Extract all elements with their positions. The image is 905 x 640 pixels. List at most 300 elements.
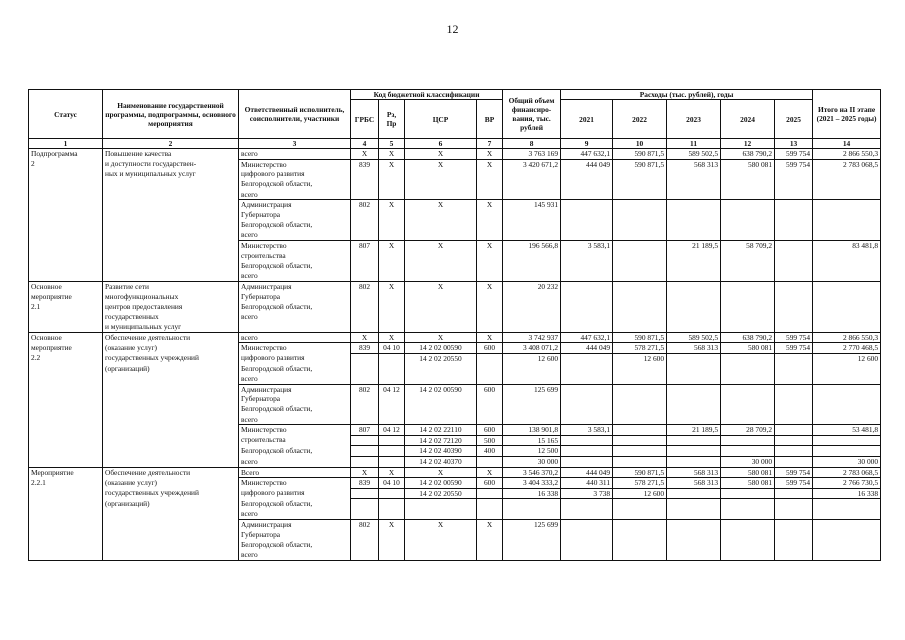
cell-name: и муниципальных услуг [103,322,239,332]
cell-2023 [667,271,721,281]
cell-rz: Х [379,200,405,210]
cell-status [29,540,103,550]
cell-rz [379,530,405,540]
cell-2025: 599 754 [775,478,813,489]
cell-rz [379,540,405,550]
cell-name [103,190,239,200]
cell-vr [477,374,503,384]
cell-total [503,550,561,560]
cell-name [103,241,239,251]
cell-status [29,261,103,271]
cell-status [29,210,103,220]
cell-executor: всего [239,190,351,200]
cell-csr: Х [405,241,477,251]
cell-2022: 590 871,5 [613,159,667,169]
cell-csr: 14 2 02 20550 [405,353,477,363]
cell-2025 [775,435,813,446]
cell-status: Подпрограмма [29,149,103,160]
cell-name [103,220,239,230]
col-number: 10 [613,139,667,149]
cell-vr: Х [477,281,503,291]
cell-csr [405,322,477,332]
cell-2022 [613,200,667,210]
cell-2021 [561,499,613,509]
cell-name [103,394,239,404]
table-row [29,230,881,240]
cell-grbs: 807 [351,425,379,436]
cell-rz: 04 12 [379,425,405,436]
cell-total [503,312,561,322]
cell-status [29,425,103,436]
cell-total: 20 232 [503,281,561,291]
cell-grbs: Х [351,332,379,343]
cell-status [29,457,103,468]
cell-status [29,169,103,179]
cell-csr: Х [405,467,477,478]
cell-executor: всего [239,271,351,281]
cell-name: многофункциональных [103,292,239,302]
cell-csr [405,404,477,414]
cell-2021 [561,200,613,210]
cell-vr [477,169,503,179]
cell-2024 [721,312,775,322]
cell-2022: 578 271,5 [613,478,667,489]
cell-total [503,364,561,374]
cell-2021: 440 311 [561,478,613,489]
cell-2025 [775,457,813,468]
cell-stage-total [813,281,881,291]
cell-executor: Белгородской области, [239,499,351,509]
cell-rz [379,457,405,468]
cell-status: Мероприятие [29,467,103,478]
cell-2025 [775,394,813,404]
cell-2024 [721,435,775,446]
table-row [29,499,881,509]
cell-executor: всего [239,415,351,425]
cell-2022 [613,415,667,425]
cell-2023 [667,251,721,261]
cell-executor: цифрового развития [239,353,351,363]
cell-executor: Министерство [239,241,351,251]
cell-vr [477,364,503,374]
cell-name [103,261,239,271]
cell-name: Повышение качества [103,149,239,160]
table-row [29,159,881,169]
cell-stage-total [813,169,881,179]
cell-vr: Х [477,159,503,169]
cell-executor: всего [239,332,351,343]
cell-name: центров предоставления [103,302,239,312]
cell-2024: 580 081 [721,343,775,354]
cell-name: государственных [103,312,239,322]
cell-rz: Х [379,149,405,160]
cell-executor: Всего [239,467,351,478]
cell-rz [379,179,405,189]
cell-2025 [775,404,813,414]
cell-executor: всего [239,374,351,384]
cell-2021 [561,281,613,291]
table-row [29,200,881,210]
cell-2025 [775,446,813,457]
cell-2022 [613,261,667,271]
cell-2025 [775,220,813,230]
cell-stage-total: 2 770 468,5 [813,343,881,354]
cell-grbs [351,435,379,446]
cell-2024 [721,230,775,240]
cell-stage-total [813,322,881,332]
cell-vr [477,190,503,200]
cell-name: (организаций) [103,364,239,374]
cell-2022 [613,446,667,457]
cell-total [503,322,561,332]
cell-stage-total [813,415,881,425]
cell-2021: 3 583,1 [561,425,613,436]
cell-name: (организаций) [103,499,239,509]
cell-total [503,499,561,509]
cell-csr [405,394,477,404]
cell-grbs [351,509,379,519]
cell-executor: всего [239,509,351,519]
cell-grbs [351,210,379,220]
header-executor: Ответственный исполнитель, соисполнители, участники [239,90,351,139]
cell-name: Обеспечение деятельности [103,332,239,343]
table-row [29,261,881,271]
table-row [29,488,881,499]
cell-2025 [775,530,813,540]
cell-executor: Администрация [239,281,351,291]
cell-vr [477,415,503,425]
cell-rz [379,169,405,179]
cell-total: 3 420 671,2 [503,159,561,169]
cell-2021 [561,322,613,332]
cell-rz: 04 10 [379,478,405,489]
cell-executor: всего [239,457,351,468]
cell-name: ных и муниципальных услуг [103,169,239,179]
cell-rz: Х [379,467,405,478]
cell-grbs [351,220,379,230]
cell-2022: 12 600 [613,488,667,499]
cell-2023 [667,261,721,271]
cell-csr: 14 2 02 22110 [405,425,477,436]
cell-stage-total [813,292,881,302]
table-row [29,394,881,404]
col-number: 12 [721,139,775,149]
cell-2021 [561,446,613,457]
cell-csr: Х [405,149,477,160]
cell-2025: 599 754 [775,159,813,169]
cell-rz [379,415,405,425]
cell-status [29,364,103,374]
cell-total: 30 000 [503,457,561,468]
cell-2025 [775,230,813,240]
table-row [29,292,881,302]
table-row [29,169,881,179]
cell-rz [379,509,405,519]
cell-2022 [613,312,667,322]
cell-status [29,179,103,189]
cell-status [29,415,103,425]
cell-total [503,210,561,220]
cell-name [103,457,239,468]
cell-2025 [775,271,813,281]
cell-2024: 638 790,2 [721,332,775,343]
cell-2024 [721,302,775,312]
cell-total: 15 165 [503,435,561,446]
cell-2023 [667,499,721,509]
cell-2023 [667,364,721,374]
cell-rz: Х [379,159,405,169]
cell-executor: Белгородской области, [239,540,351,550]
cell-status [29,251,103,261]
cell-2021 [561,190,613,200]
cell-2024 [721,292,775,302]
cell-total: 3 404 333,2 [503,478,561,489]
header-2021: 2021 [561,100,613,139]
cell-total: 3 742 937 [503,332,561,343]
cell-stage-total [813,364,881,374]
cell-vr [477,322,503,332]
cell-2022 [613,499,667,509]
cell-name: (оказание услуг) [103,478,239,489]
cell-2023 [667,374,721,384]
cell-executor: Администрация [239,200,351,210]
cell-total [503,230,561,240]
cell-stage-total [813,190,881,200]
cell-total [503,190,561,200]
cell-2022 [613,509,667,519]
cell-stage-total: 83 481,8 [813,241,881,251]
cell-total: 196 566,8 [503,241,561,251]
cell-csr: 14 2 02 00590 [405,343,477,354]
cell-status [29,312,103,322]
cell-stage-total [813,446,881,457]
cell-executor: Белгородской области, [239,261,351,271]
cell-2025 [775,292,813,302]
table-row [29,467,881,478]
cell-vr [477,312,503,322]
header-2024: 2024 [721,100,775,139]
cell-2021 [561,220,613,230]
cell-vr [477,251,503,261]
cell-total [503,271,561,281]
cell-status: 2.2.1 [29,478,103,489]
cell-vr: Х [477,332,503,343]
cell-stage-total [813,210,881,220]
cell-executor: Министерство [239,343,351,354]
cell-name [103,435,239,446]
cell-grbs [351,499,379,509]
cell-csr [405,364,477,374]
cell-2025 [775,415,813,425]
cell-stage-total: 16 338 [813,488,881,499]
cell-2021 [561,230,613,240]
cell-2024 [721,261,775,271]
cell-vr: Х [477,467,503,478]
cell-status [29,394,103,404]
cell-vr [477,540,503,550]
cell-stage-total [813,435,881,446]
cell-grbs: Х [351,467,379,478]
cell-csr [405,499,477,509]
cell-rz [379,230,405,240]
col-number: 11 [667,139,721,149]
col-number: 14 [813,139,881,149]
cell-vr [477,179,503,189]
cell-2024 [721,190,775,200]
cell-stage-total [813,271,881,281]
cell-2021 [561,435,613,446]
table-row [29,281,881,291]
cell-2022 [613,404,667,414]
col-number: 7 [477,139,503,149]
cell-status: 2.1 [29,302,103,312]
budget-table [28,89,881,561]
cell-vr: Х [477,200,503,210]
cell-grbs [351,488,379,499]
cell-vr [477,488,503,499]
cell-total: 145 931 [503,200,561,210]
cell-2022 [613,550,667,560]
cell-2024 [721,169,775,179]
cell-2021 [561,169,613,179]
cell-2021 [561,457,613,468]
header-2022: 2022 [613,100,667,139]
cell-vr [477,499,503,509]
cell-2021: 3 738 [561,488,613,499]
cell-stage-total: 2 866 550,3 [813,149,881,160]
cell-csr: 14 2 02 72120 [405,435,477,446]
cell-csr: Х [405,519,477,529]
cell-2024 [721,251,775,261]
cell-name [103,519,239,529]
cell-executor: цифрового развития [239,488,351,499]
header-grbs: ГРБС [351,100,379,139]
cell-status [29,530,103,540]
cell-2025 [775,281,813,291]
cell-vr [477,509,503,519]
cell-grbs: 802 [351,200,379,210]
cell-executor: Белгородской области, [239,364,351,374]
cell-2022: 12 600 [613,353,667,363]
table-row [29,241,881,251]
cell-2025 [775,519,813,529]
cell-rz [379,271,405,281]
cell-rz [379,312,405,322]
cell-name [103,530,239,540]
cell-csr [405,251,477,261]
cell-status [29,488,103,499]
header-status: Статус [29,90,103,139]
cell-2022: 590 871,5 [613,149,667,160]
col-number: 5 [379,139,405,149]
cell-name [103,210,239,220]
cell-name [103,271,239,281]
cell-name [103,404,239,414]
cell-total [503,169,561,179]
cell-2025 [775,251,813,261]
cell-name: государственных учреждений [103,488,239,499]
cell-stage-total [813,261,881,271]
table-row [29,540,881,550]
cell-2023: 568 313 [667,478,721,489]
cell-2024 [721,550,775,560]
cell-2022 [613,374,667,384]
cell-2025 [775,488,813,499]
cell-total: 3 763 169 [503,149,561,160]
cell-2024 [721,200,775,210]
cell-2021 [561,384,613,394]
cell-vr [477,530,503,540]
cell-rz [379,220,405,230]
table-row [29,509,881,519]
cell-2024 [721,281,775,291]
cell-vr: Х [477,241,503,251]
cell-vr [477,230,503,240]
cell-grbs: 839 [351,159,379,169]
cell-total: 12 600 [503,353,561,363]
cell-2023 [667,404,721,414]
cell-total [503,404,561,414]
cell-vr: 600 [477,384,503,394]
cell-2025 [775,384,813,394]
cell-2025 [775,509,813,519]
header-rz: Рз, Пр [379,100,405,139]
cell-2021 [561,530,613,540]
cell-2025 [775,364,813,374]
cell-csr [405,292,477,302]
cell-executor: Губернатора [239,292,351,302]
cell-name [103,415,239,425]
cell-stage-total [813,230,881,240]
cell-executor: Губернатора [239,394,351,404]
cell-2024 [721,404,775,414]
cell-2024 [721,530,775,540]
table-row [29,404,881,414]
cell-name [103,374,239,384]
cell-2021 [561,519,613,529]
cell-total [503,415,561,425]
cell-csr: Х [405,200,477,210]
cell-grbs [351,312,379,322]
cell-2021 [561,353,613,363]
cell-2023 [667,488,721,499]
cell-2023 [667,446,721,457]
cell-vr: 500 [477,435,503,446]
cell-executor: всего [239,230,351,240]
table-row [29,332,881,343]
cell-2023 [667,220,721,230]
cell-2022 [613,384,667,394]
col-number: 1 [29,139,103,149]
cell-csr [405,302,477,312]
cell-status: Основное [29,332,103,343]
cell-vr: Х [477,149,503,160]
cell-executor: строительства [239,251,351,261]
cell-status [29,519,103,529]
cell-2021 [561,302,613,312]
cell-stage-total: 12 600 [813,353,881,363]
cell-2021 [561,550,613,560]
cell-executor: Министерство [239,425,351,436]
cell-csr: 14 2 02 40390 [405,446,477,457]
cell-executor: всего [239,312,351,322]
cell-grbs [351,364,379,374]
cell-2023: 589 502,5 [667,149,721,160]
col-number: 6 [405,139,477,149]
cell-2024 [721,374,775,384]
cell-csr [405,415,477,425]
cell-2021 [561,210,613,220]
